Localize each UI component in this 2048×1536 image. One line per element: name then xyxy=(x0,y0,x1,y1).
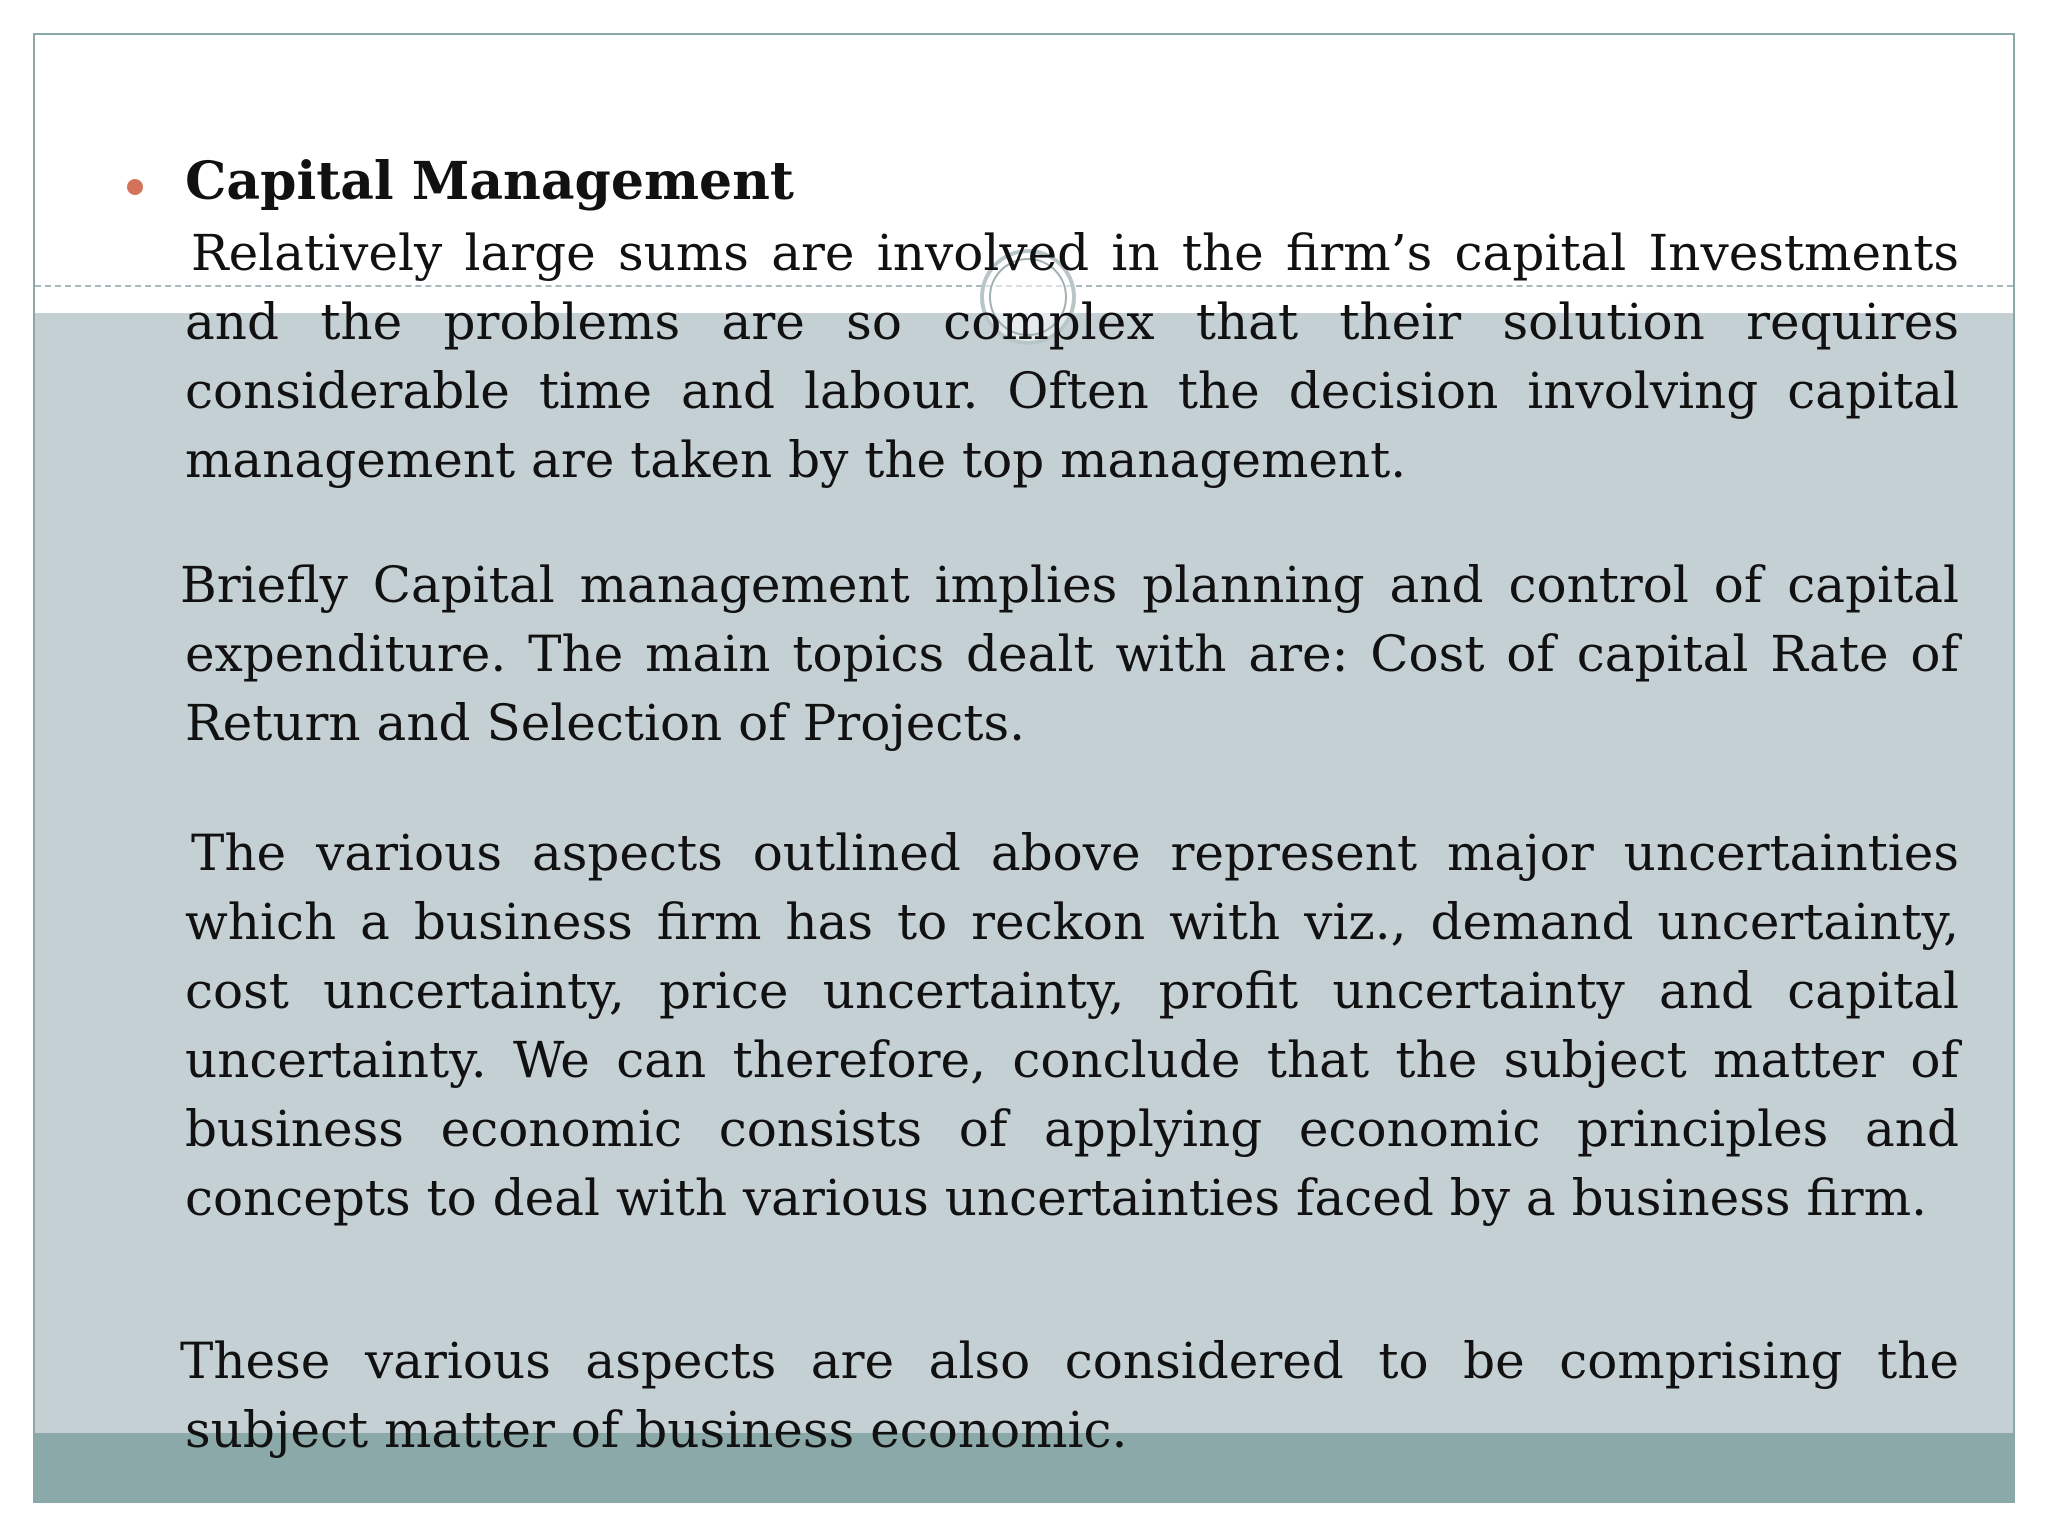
paragraph-subject-matter: These various aspects are also considered to be comprising the subject matter of business economic. xyxy=(180,1332,1959,1459)
paragraph-capital-investments: Relatively large sums are involved in the firm’s capital Investments and the problems are so complex that their solution requires considerable time and labour. Often the decision involving capital management are taken by the top management. xyxy=(185,224,1959,489)
slide-heading: Capital Management xyxy=(185,151,794,212)
slide-content xyxy=(35,35,2013,1501)
bullet-icon xyxy=(127,179,143,195)
slide xyxy=(33,33,2015,1503)
paragraph-uncertainties: The various aspects outlined above represent major uncertainties which a business firm has to reckon with viz., demand uncertainty, cost uncertainty, price uncertainty, profit uncertainty and capital uncertainty. We can therefore, conclude that the subject matter of business economic consists of applying economic principles and concepts to deal with various uncertainties faced by a business firm. xyxy=(185,824,1959,1227)
paragraph-capital-management-definition: Briefly Capital management implies planning and control of capital expenditure. The main topics dealt with are: Cost of capital Rate of Return and Selection of Projects. xyxy=(180,556,1959,752)
